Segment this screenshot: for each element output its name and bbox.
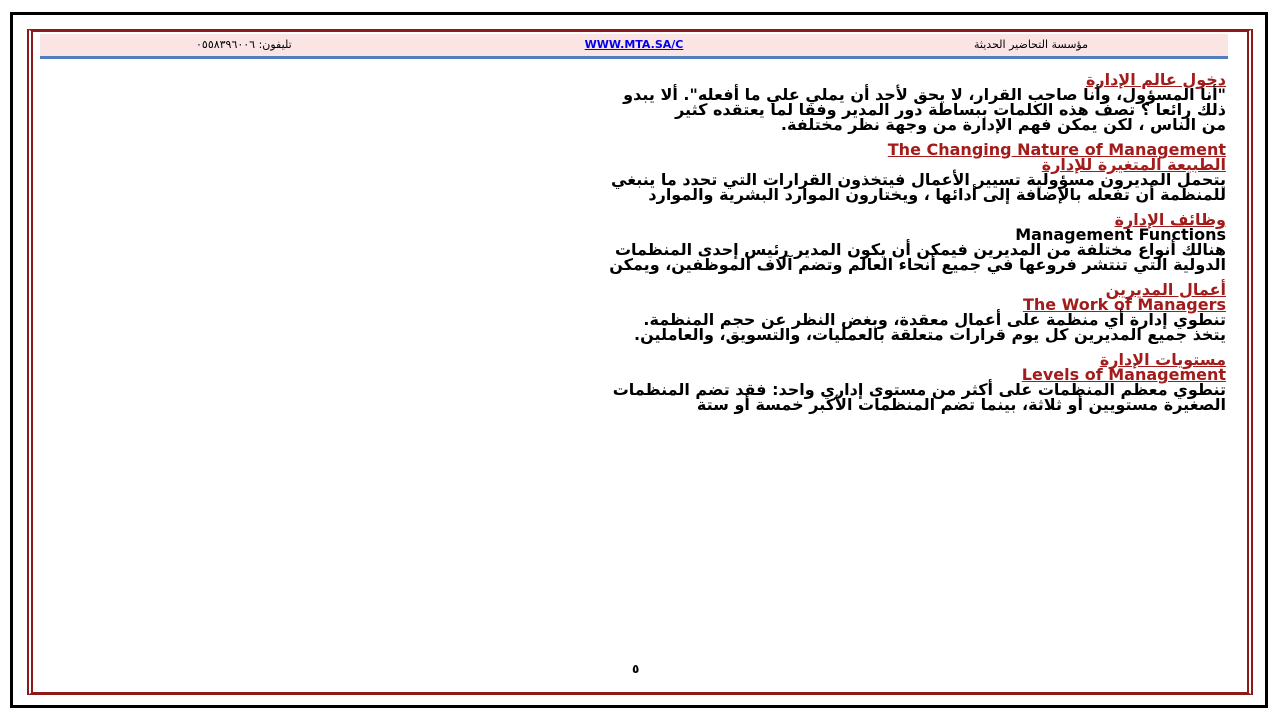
page-number: ٥ [632, 662, 640, 676]
header-company-name: مؤسسة التحاضير الحديثة [974, 38, 1088, 51]
section-title-ar: وظائف الإدارة [1114, 210, 1226, 229]
section-title-en: The Work of Managers [1022, 295, 1226, 314]
header-website-link[interactable]: WWW.MTA.SA/C [584, 38, 684, 51]
paragraph-line: للمنظمة أن تفعله بالإضافة إلى أدائها ، ويختارون الموارد البشرية والموارد [648, 185, 1226, 204]
page-header [40, 34, 1228, 59]
paragraph-line: يتحمل المديرون مسؤولية تسيير الأعمال فيتخذون القرارات التي تحدد ما ينبغي [611, 170, 1226, 189]
paragraph-line: من الناس ، لكن يمكن فهم الإدارة من وجهة نظر مختلفة. [780, 115, 1226, 134]
paragraph-line: ذلك رائعا ؟ تصف هذه الكلمات ببساطة دور المدير وفقا لما يعتقده كثير [675, 100, 1226, 119]
section-paragraph [80, 382, 1226, 412]
paragraph-line: الدولية التي تنتشر فروعها في جميع أنحاء العالم وتضم آلاف الموظفين، ويمكن [609, 255, 1226, 274]
paragraph-line: تنطوي إدارة أي منظمة على أعمال معقدة، وبغض النظر عن حجم المنظمة. [643, 310, 1226, 329]
section-title-en: Levels of Management [1021, 365, 1226, 384]
section-changing-nature [80, 142, 1226, 202]
section-entering-management [80, 72, 1226, 132]
section-title-en: The Changing Nature of Management [887, 140, 1226, 159]
paragraph-line: يتخذ جميع المديرين كل يوم قرارات متعلقة بالعمليات، والتسويق، والعاملين. [634, 325, 1226, 344]
section-levels-of-management [80, 352, 1226, 412]
section-paragraph [80, 242, 1226, 272]
section-management-functions [80, 212, 1226, 272]
paragraph-line: "أنا المسؤول، وأنا صاحب القرار، لا يحق لأحد أن يملي علي ما أفعله". ألا يبدو [623, 85, 1226, 104]
section-title-ar: مستويات الإدارة [1099, 350, 1226, 369]
section-work-of-managers [80, 282, 1226, 342]
section-title-ar: دخول عالم الإدارة [1085, 70, 1226, 89]
section-paragraph [80, 87, 1226, 132]
section-paragraph [80, 172, 1226, 202]
section-subtitle-en: Management Functions [1015, 225, 1226, 244]
section-title-ar: الطبيعة المتغيرة للإدارة [1041, 155, 1226, 174]
paragraph-line: تنطوي معظم المنظمات على أكثر من مستوى إداري واحد: فقد تضم المنظمات [612, 380, 1226, 399]
section-paragraph [80, 312, 1226, 342]
section-title-ar: أعمال المديرين [1105, 280, 1226, 299]
paragraph-line: الصغيرة مستويين أو ثلاثة، بينما تضم المنظمات الأكبر خمسة أو ستة [696, 395, 1226, 414]
header-phone: تليفون: ٠٥٥٨٣٩٦٠٠٦ [196, 38, 292, 51]
document-body [80, 72, 1226, 422]
paragraph-line: هنالك أنواع مختلفة من المديرين فيمكن أن يكون المدير رئيس إحدى المنظمات [614, 240, 1226, 259]
